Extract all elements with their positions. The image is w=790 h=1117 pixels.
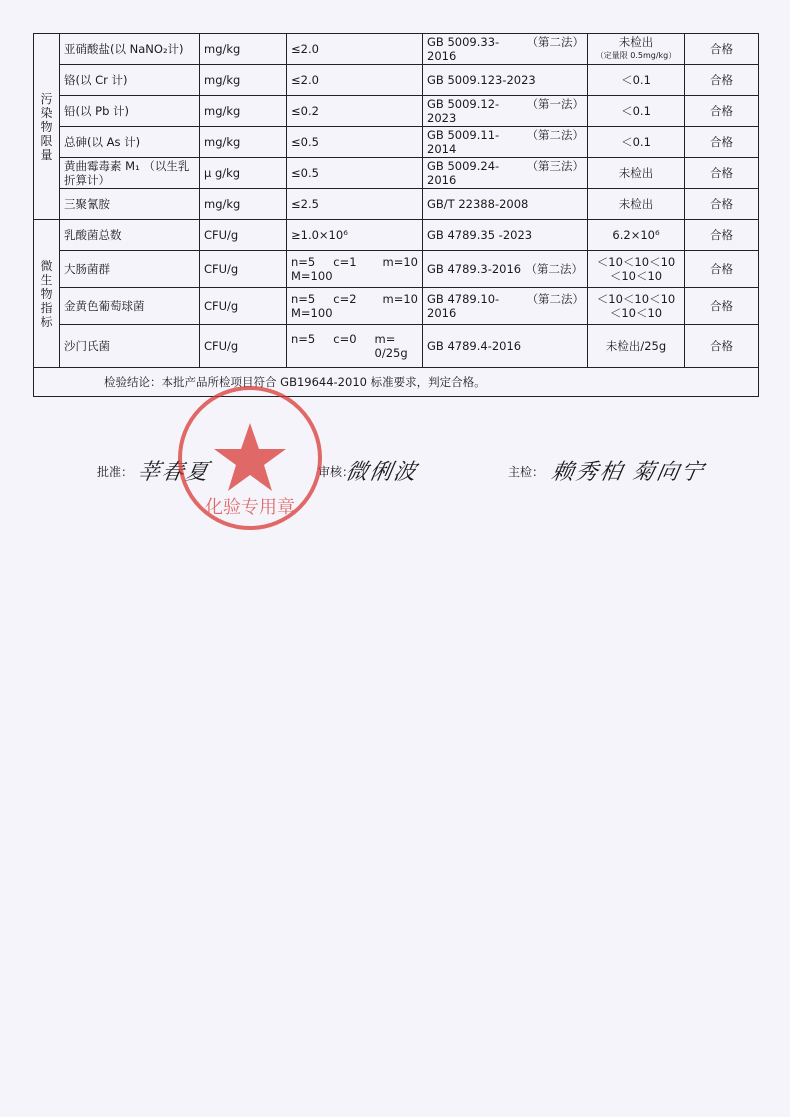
unit-cell: CFU/g [200, 251, 287, 288]
limit-cell: n=5 c=1 m=10 M=100 [287, 251, 423, 288]
unit-cell: CFU/g [200, 220, 287, 251]
table-row [34, 368, 759, 397]
unit-cell: μ g/kg [200, 158, 287, 189]
std-cell: GB 5009.123-2023 [423, 65, 588, 96]
result-cell: 6.2×10⁶ [588, 220, 685, 251]
table-row [34, 220, 759, 251]
limit-cell: n=5 c=0 m= 0/25g [287, 325, 423, 368]
judge-cell: 合格 [685, 96, 759, 127]
table-row [34, 288, 759, 325]
approve-label: 批准： [97, 465, 134, 479]
seal-text: 化验专用章 [205, 497, 295, 518]
company-seal [175, 383, 325, 533]
review-signature: 微俐波 [343, 460, 420, 485]
limit-cell: ≤0.5 [287, 158, 423, 189]
limit-cell: ≤2.0 [287, 65, 423, 96]
std-cell: GB 4789.10-2016 （第二法） [423, 288, 588, 325]
group-label-micro: 微生物指标 [34, 220, 60, 368]
result-cell: ＜10＜10＜10 ＜10＜10 [588, 288, 685, 325]
judge-cell: 合格 [685, 288, 759, 325]
result-cell: ＜0.1 [588, 127, 685, 158]
approve-signature: 莘春夏 [135, 460, 212, 485]
result-cell: ＜0.1 [588, 96, 685, 127]
table-row [34, 34, 759, 65]
item-cell: 乳酸菌总数 [60, 220, 200, 251]
item-cell: 沙门氏菌 [60, 325, 200, 368]
result-cell: 未检出/25g [588, 325, 685, 368]
item-cell: 黄曲霉毒素 M₁ （以生乳折算计） [60, 158, 200, 189]
unit-cell: CFU/g [200, 325, 287, 368]
review-label: 审核： [318, 465, 355, 479]
limit-cell: ≤0.2 [287, 96, 423, 127]
judge-cell: 合格 [685, 220, 759, 251]
limit-cell: ≤0.5 [287, 127, 423, 158]
group-label-pollutant: 污染物限量 [34, 34, 60, 220]
limit-cell: ≥1.0×10⁶ [287, 220, 423, 251]
limit-cell: n=5 c=2 m=10 M=100 [287, 288, 423, 325]
judge-cell: 合格 [685, 65, 759, 96]
item-cell: 三聚氰胺 [60, 189, 200, 220]
conclusion-text: 检验结论：本批产品所检项目符合 GB19644-2010 标准要求，判定合格。 [34, 368, 759, 397]
judge-cell: 合格 [685, 325, 759, 368]
result-cell: 未检出 （定量限 0.5mg/kg） [588, 34, 685, 65]
unit-cell: mg/kg [200, 65, 287, 96]
unit-cell: mg/kg [200, 34, 287, 65]
unit-cell: CFU/g [200, 288, 287, 325]
judge-cell: 合格 [685, 158, 759, 189]
judge-cell: 合格 [685, 34, 759, 65]
result-cell: 未检出 [588, 158, 685, 189]
signature-row [0, 455, 790, 495]
std-cell: GB 4789.3-2016 （第二法） [423, 251, 588, 288]
std-cell: GB 4789.35 -2023 [423, 220, 588, 251]
table-row [34, 325, 759, 368]
table-row [34, 96, 759, 127]
std-cell: GB 5009.12-2023 （第一法） [423, 96, 588, 127]
judge-cell: 合格 [685, 251, 759, 288]
unit-cell: mg/kg [200, 189, 287, 220]
table-row [34, 189, 759, 220]
item-cell: 金黄色葡萄球菌 [60, 288, 200, 325]
inspection-table [33, 33, 759, 397]
result-cell: 未检出 [588, 189, 685, 220]
table-row [34, 251, 759, 288]
result-cell: ＜10＜10＜10 ＜10＜10 [588, 251, 685, 288]
std-cell: GB/T 22388-2008 [423, 189, 588, 220]
table-row [34, 65, 759, 96]
table-row [34, 127, 759, 158]
item-cell: 铅(以 Pb 计) [60, 96, 200, 127]
judge-cell: 合格 [685, 127, 759, 158]
table-row [34, 158, 759, 189]
unit-cell: mg/kg [200, 96, 287, 127]
judge-cell: 合格 [685, 189, 759, 220]
std-cell: GB 5009.11-2014 （第二法） [423, 127, 588, 158]
item-cell: 铬(以 Cr 计) [60, 65, 200, 96]
chief-signature: 赖秀柏 菊向宁 [549, 460, 707, 485]
std-cell: GB 4789.4-2016 [423, 325, 588, 368]
item-cell: 总砷(以 As 计) [60, 127, 200, 158]
item-cell: 亚硝酸盐(以 NaNO₂计) [60, 34, 200, 65]
std-cell: GB 5009.24-2016 （第三法） [423, 158, 588, 189]
chief-label: 主检： [508, 465, 545, 479]
unit-cell: mg/kg [200, 127, 287, 158]
item-cell: 大肠菌群 [60, 251, 200, 288]
std-cell: GB 5009.33-2016 （第二法） [423, 34, 588, 65]
limit-cell: ≤2.0 [287, 34, 423, 65]
limit-cell: ≤2.5 [287, 189, 423, 220]
result-cell: ＜0.1 [588, 65, 685, 96]
